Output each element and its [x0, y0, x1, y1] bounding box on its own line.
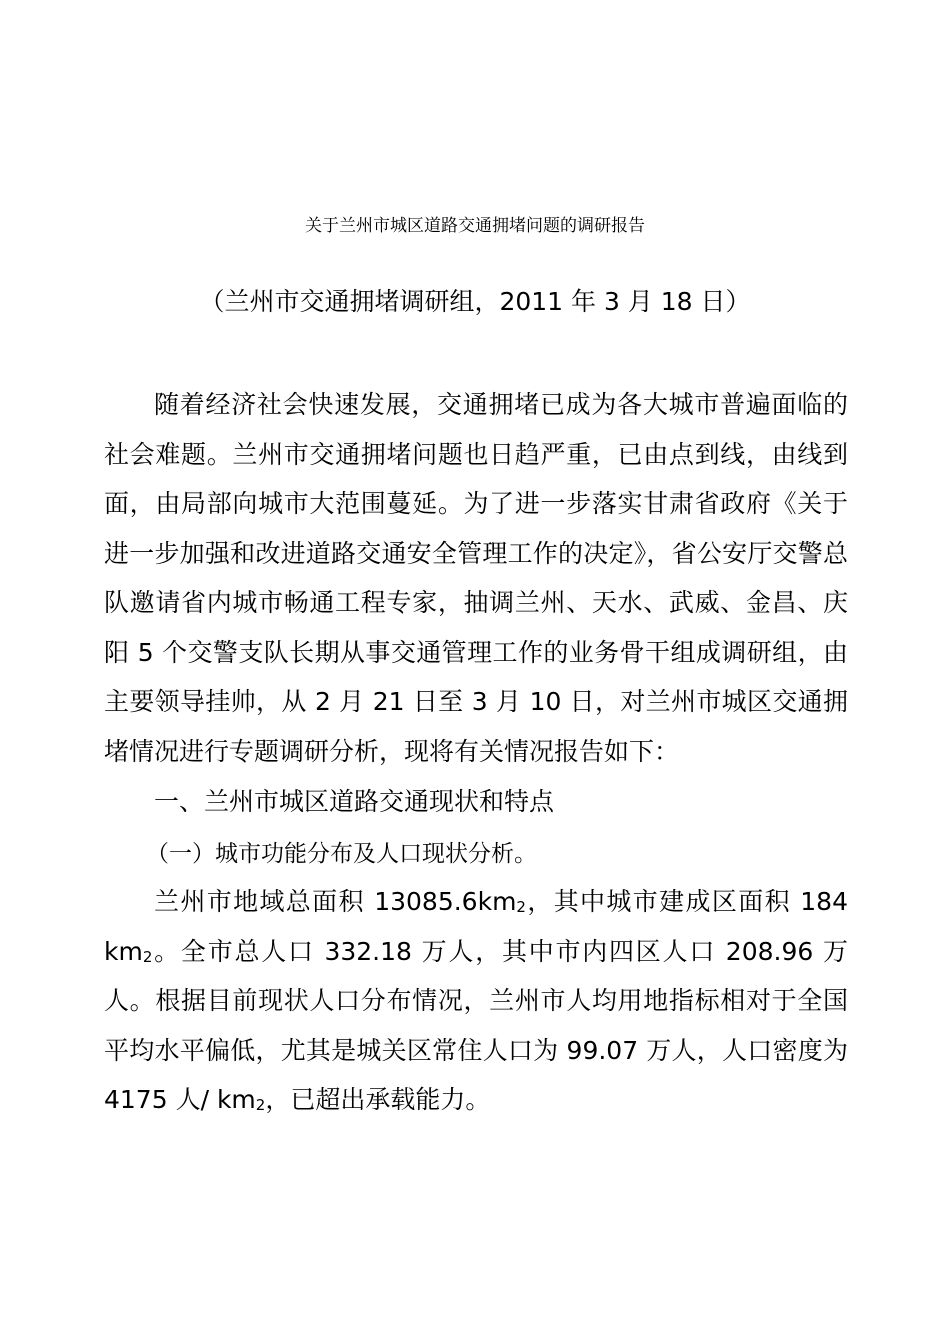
- section-heading-1: 一、兰州市城区道路交通现状和特点: [154, 787, 555, 816]
- population-subscript-1: 2: [516, 898, 526, 916]
- population-text-part4: ，已超出承载能力。: [265, 1085, 491, 1114]
- subsection-heading-1-1: （一）城市功能分布及人口现状分析。: [146, 841, 537, 867]
- document-title: 关于兰州市城区道路交通拥堵问题的调研报告: [305, 216, 645, 236]
- population-subscript-2: 2: [142, 947, 153, 966]
- document-subtitle: （兰州市交通拥堵调研组，2011 年 3 月 18 日）: [199, 287, 751, 316]
- population-text-part3: 。全市总人口 332.18 万人，其中市内四区人口 208.96 万人。根据目前现状人口分布情况，兰州市人均用地指标相对于全国平均水平偏低，尤其是城关区常住人口为 99.07 万人，人口密度为 4175 人/ km: [104, 936, 848, 1114]
- population-text-part2: ，其中城市建成区面积 184 km: [104, 887, 848, 966]
- population-subscript-3: 2: [255, 1096, 266, 1114]
- intro-paragraph: 随着经济社会快速发展，交通拥堵已成为各大城市普遍面临的社会难题。兰州市交通拥堵问题也日趋严重，已由点到线，由线到面，由局部向城市大范围蔓延。为了进一步落实甘肃省政府《关于进一步加强和改进道路交通安全管理工作的决定》，省公安厅交警总队邀请省内城市畅通工程专家，抽调兰州、天水、武威、金昌、庆阳 5 个交警支队长期从事交通管理工作的业务骨干组成调研组，由主要领导挂帅，从 2 月 21 日至 3 月 10 日，对兰州市城区交通拥堵情况进行专题调研分析，现将有关情况报告如下：: [104, 390, 848, 766]
- population-text-part1: 兰州市地域总面积 13085.6km: [154, 887, 517, 916]
- population-paragraph: [104, 877, 848, 1125]
